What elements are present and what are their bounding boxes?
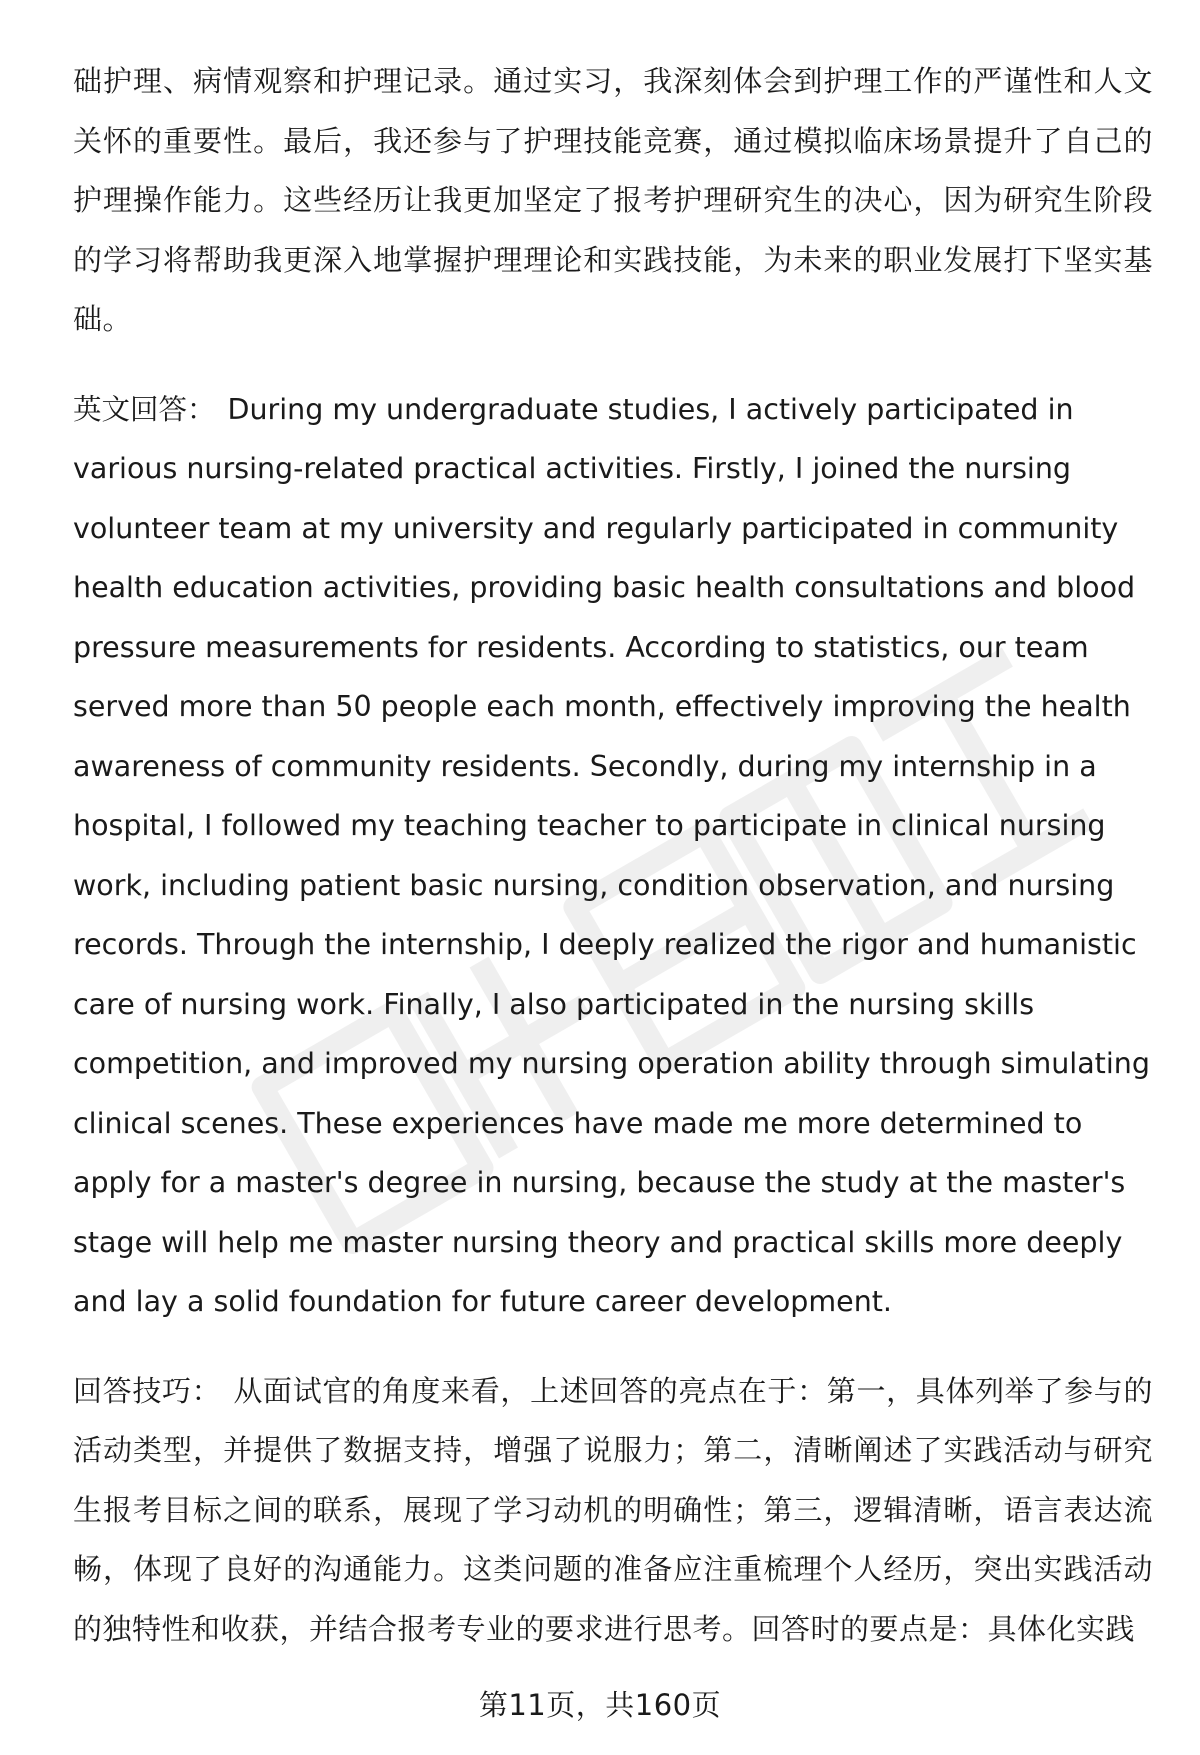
tips-text: 从面试官的角度来看，上述回答的亮点在于：第一，具体列举了参与的活动类型，并提供了数据支持，增强了说服力；第二，清晰阐述了实践活动与研究生报考目标之间的联系，展现了学习动机的明确性；第三，逻辑清晰，语言表达流畅，体现了良好的沟通能力。这类问题的准备应注重梳理个人经历，突出实践活动的独特性和收获，并结合报考专业的要求进行思考。回答时的要点是：具体化实践 — [73, 1373, 1153, 1646]
document-body — [73, 52, 1153, 1659]
paragraph-gap — [73, 1332, 1153, 1362]
paragraph-english-answer — [73, 380, 1153, 1332]
english-answer-label: 英文回答： — [73, 392, 216, 426]
paragraph-gap — [73, 350, 1153, 380]
page-number-footer: 第11页，共160页 — [478, 1688, 722, 1722]
paragraph-answer-tips — [73, 1362, 1153, 1660]
english-answer-text: During my undergraduate studies, I actively participated in various nursing-related practical activities. Firstly, I joined the nursing volunteer team at my university and regularly participated in community health education activities, providing basic health consultations and blood pressure measurements for residents. According to statistics, our team served more than 50 people each month, effectively improving the health awareness of community residents. Secondly, during my internship in a hospital, I followed my teaching teacher to participate in clinical nursing work, including patient basic nursing, condition observation, and nursing records. Through the internship, I deeply realized the rigor and humanistic care of nursing work. Finally, I also participated in the nursing skills competition, and improved my nursing operation ability through simulating clinical scenes. These experiences have made me more determined to apply for a master's degree in nursing, because the study at the master's stage will help me master nursing theory and practical skills more deeply and lay a solid foundation for future career development. — [73, 392, 1150, 1318]
tips-label: 回答技巧： — [73, 1373, 222, 1408]
paragraph-chinese-continuation: 础护理、病情观察和护理记录。通过实习，我深刻体会到护理工作的严谨性和人文关怀的重要性。最后，我还参与了护理技能竞赛，通过模拟临床场景提升了自己的护理操作能力。这些经历让我更加坚定了报考护理研究生的决心，因为研究生阶段的学习将帮助我更深入地掌握护理理论和实践技能，为未来的职业发展打下坚实基础。 — [73, 64, 1153, 336]
